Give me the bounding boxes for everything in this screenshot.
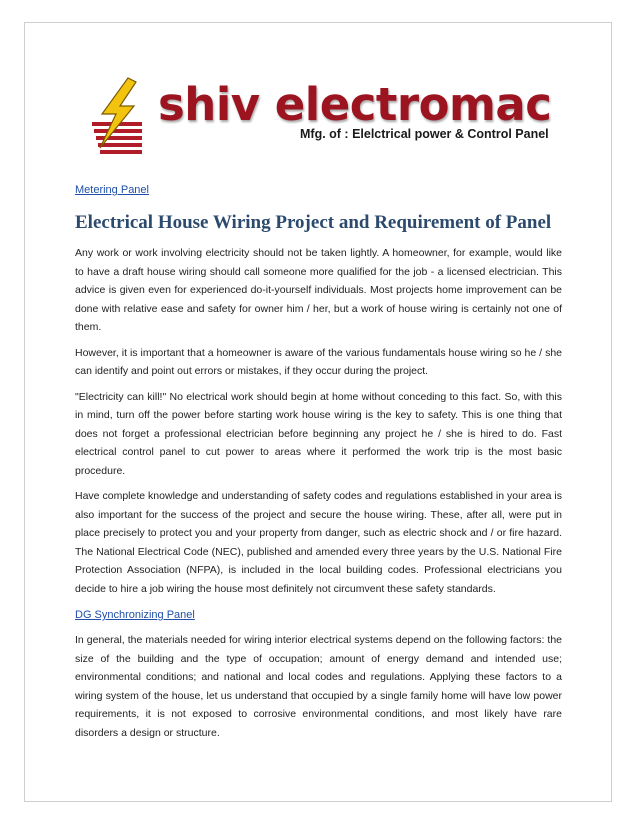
brand-name: shiv electromac (158, 78, 552, 131)
article-paragraph: In general, the materials needed for wiring interior electrical systems depend on the following factors: the size of the building and the type of occupation; amount of energy demand and intended use; environmental conditions; and national and local codes and regulations. Applying these factors to a wiring system of the house, let us understand that occupied by a single family home will have low power requirements, it is not exposed to corrosive environmental conditions, and most likely have rare disorders a design or structure. (75, 634, 562, 739)
article-content (75, 180, 562, 749)
dg-synchronizing-panel-link[interactable]: DG Synchronizing Panel (75, 609, 195, 621)
lightning-bolt-icon (88, 76, 154, 158)
article-paragraph: "Electricity can kill!" No electrical work should begin at home without conceding to this fact. So, with this in mind, turn off the power before starting work house wiring is the key to safety. This is one thing that does not forget a professional electrician before beginning any project he / she is hired to do. Fast electrical control panel to cut power to areas where it performed the work trip is the most basic procedure. (75, 390, 562, 477)
metering-panel-link[interactable]: Metering Panel (75, 184, 149, 196)
link-row (75, 605, 562, 623)
company-logo (88, 76, 552, 158)
article-title: Electrical House Wiring Project and Requirement of Panel (75, 212, 552, 233)
article-paragraph: Any work or work involving electricity should not be taken lightly. A homeowner, for example, would like to have a draft house wiring should call someone more qualified for the job - a licensed electrician. This advice is given even for experienced do-it-yourself individuals. Most projects home improvement can be done with relative ease and safety for owner him / her, but a work of house wiring is certainly not one of them. (75, 247, 562, 333)
brand-tagline: Mfg. of : Elelctrical power & Control Panel (300, 127, 549, 141)
article-paragraph: Have complete knowledge and understanding of safety codes and regulations established in your area is also important for the success of the project and secure the house wiring. These, after all, were put in place precisely to protect you and your property from danger, such as electric shock and / or fire hazard. The National Electrical Code (NEC), published and amended every three years by the U.S. National Fire Protection Association (NFPA), is included in the local building codes. Professional electricians you decide to hire a job wiring the house most definitely not circumvent these safety standards. (75, 490, 562, 595)
article-paragraph: However, it is important that a homeowner is aware of the various fundamentals house wiring so he / she can identify and point out errors or mistakes, if they occur during the project. (75, 346, 562, 377)
